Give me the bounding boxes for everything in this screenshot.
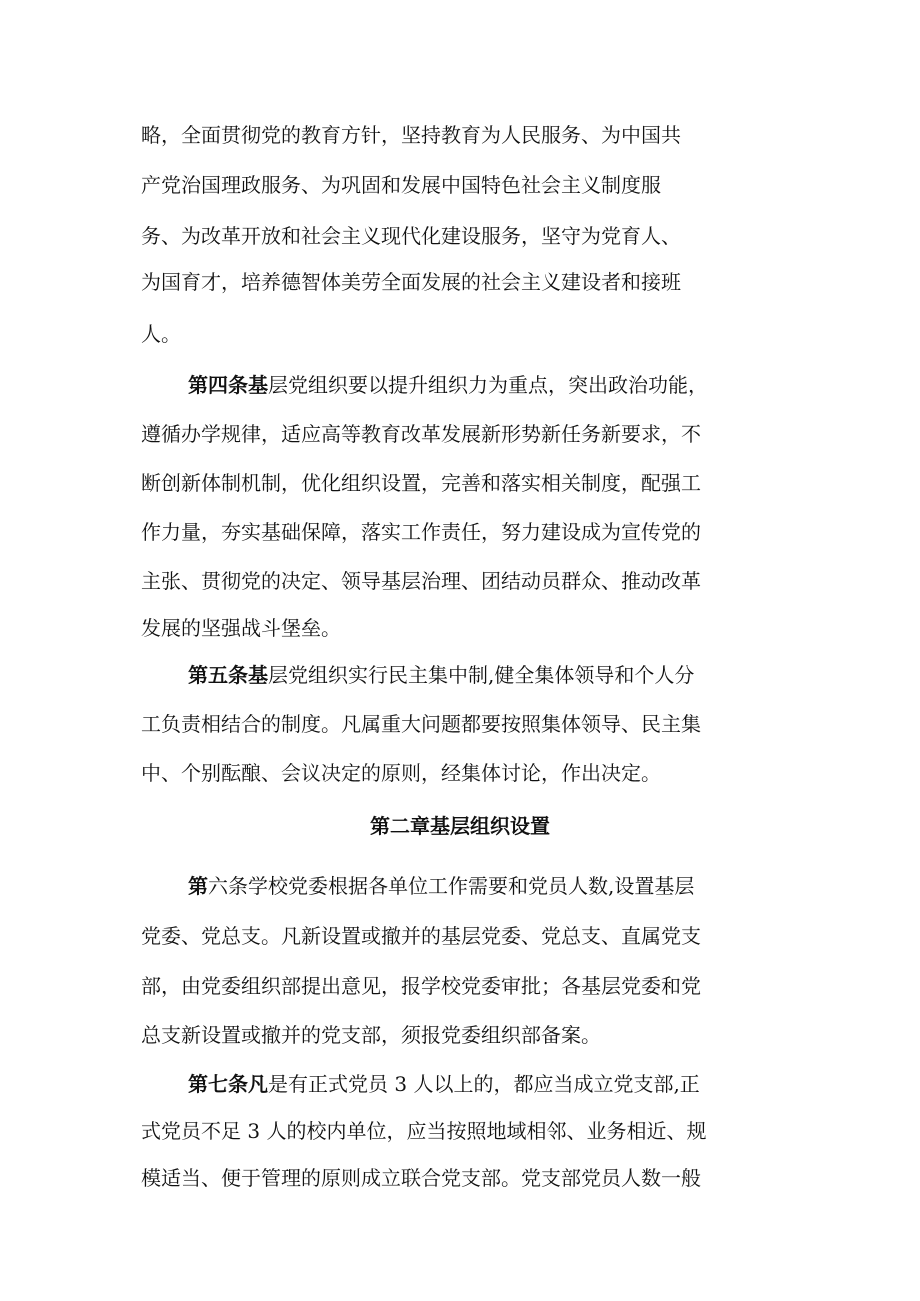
chapter-heading: 第二章基层组织设置 xyxy=(370,814,550,838)
article4-first-rest: 层党组织要以提升组织力为重点，突出政治功能， xyxy=(268,373,708,397)
article7-label: 第七条凡 xyxy=(188,1072,268,1096)
article7-line-3: 模适当、便于管理的原则成立联合党支部。党支部党员人数一般 xyxy=(141,1166,701,1190)
article5-line-2: 工负责相结合的制度。凡属重大问题都要按照集体领导、民主集 xyxy=(141,712,701,736)
article6-first-rest: 六条学校党委根据各单位工作需要和党员人数,设置基层 xyxy=(208,874,695,898)
article6-line-4: 总支新设置或撤并的党支部，须报党委组织部备案。 xyxy=(141,1023,601,1047)
intro-line-2: 产党治国理政服务、为巩固和发展中国特色社会主义制度服 xyxy=(141,173,661,197)
intro-line-4: 为国育才，培养德智体美劳全面发展的社会主义建设者和接班 xyxy=(141,270,681,294)
article7-first-rest: 是有正式党员 3 人以上的，都应当成立党支部,正 xyxy=(268,1072,700,1096)
article5-label: 第五条基 xyxy=(188,663,268,687)
article4-line-2: 遵循办学规律，适应高等教育改革发展新形势新任务新要求，不 xyxy=(141,422,701,446)
intro-line-3: 务、为改革开放和社会主义现代化建设服务，坚守为党育人、 xyxy=(141,224,681,248)
article5-line-3: 中、个别酝酿、会议决定的原则，经集体讨论，作出决定。 xyxy=(141,761,661,785)
article5-first-rest: 层党组织实行民主集中制,健全集体领导和个人分 xyxy=(268,663,695,687)
article4-line-4: 作力量，夯实基础保障，落实工作责任，努力建设成为宣传党的 xyxy=(141,520,701,544)
article6-line-2: 党委、党总支。凡新设置或撤并的基层党委、党总支、直属党支 xyxy=(141,924,701,948)
article4-first-line xyxy=(0,371,920,399)
article6-first-line xyxy=(0,872,920,900)
intro-line-1: 略，全面贯彻党的教育方针，坚持教育为人民服务、为中国共 xyxy=(141,123,681,147)
article4-line-5: 主张、贯彻党的决定、领导基层治理、团结动员群众、推动改革 xyxy=(141,569,701,593)
article4-label: 第四条基 xyxy=(188,373,268,397)
article5-first-line xyxy=(0,661,920,689)
article6-label: 第 xyxy=(188,874,208,898)
article7-line-2: 式党员不足 3 人的校内单位，应当按照地域相邻、业务相近、规 xyxy=(141,1119,707,1143)
article4-line-3: 断创新体制机制，优化组织设置，完善和落实相关制度，配强工 xyxy=(141,471,701,495)
intro-line-5: 人。 xyxy=(141,322,181,346)
article6-line-3: 部，由党委组织部提出意见，报学校党委审批；各基层党委和党 xyxy=(141,974,701,998)
article7-first-line xyxy=(0,1070,920,1098)
article4-line-6: 发展的坚强战斗堡垒。 xyxy=(141,616,341,640)
